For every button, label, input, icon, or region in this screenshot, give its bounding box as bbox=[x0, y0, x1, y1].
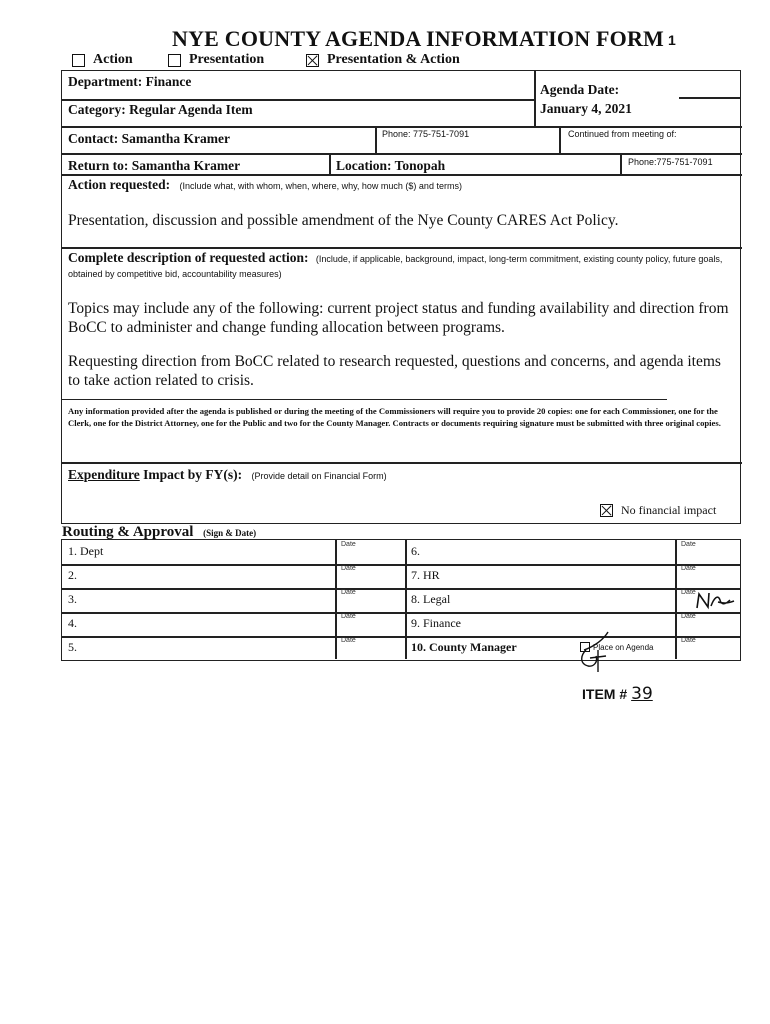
date-label: Date bbox=[681, 613, 696, 620]
routing-finance: 9. Finance bbox=[411, 616, 461, 630]
routing-county-manager: 10. County Manager bbox=[411, 640, 517, 654]
routing-legal: 8. Legal bbox=[411, 592, 451, 606]
date-label: Date bbox=[341, 541, 356, 548]
expenditure-label-rest: Impact by FY(s): bbox=[139, 467, 243, 482]
no-financial-impact[interactable] bbox=[600, 503, 716, 518]
county-manager-initials-signature bbox=[572, 628, 632, 676]
place-on-agenda-label: Place on Agenda bbox=[593, 642, 654, 652]
date-label: Date bbox=[341, 613, 356, 620]
option-presentation[interactable] bbox=[168, 52, 264, 68]
routing-row-1 bbox=[62, 540, 740, 564]
date-label: Date bbox=[341, 589, 356, 596]
location-phone: Phone:775-751-7091 bbox=[628, 157, 713, 167]
department-field: Department: Finance bbox=[68, 74, 192, 89]
routing-hint: (Sign & Date) bbox=[203, 528, 257, 538]
category-field: Category: Regular Agenda Item bbox=[68, 102, 253, 117]
return-to-field: Return to: Samantha Kramer bbox=[68, 158, 241, 173]
option-action-label: Action bbox=[93, 52, 133, 67]
description-hint: (Include, if applicable, background, impact, long-term commitment, existing county policy, future goals, obtained by competitive bid, accountability measures) bbox=[68, 254, 723, 279]
routing-4: 4. bbox=[68, 616, 77, 630]
expenditure-label-underlined: Expenditure bbox=[68, 467, 140, 482]
item-number-stamp bbox=[582, 684, 667, 704]
form-header bbox=[60, 26, 740, 52]
option-action[interactable] bbox=[72, 52, 133, 68]
no-financial-impact-label: No financial impact bbox=[621, 503, 717, 517]
expenditure-section bbox=[68, 467, 387, 483]
date-label: Date bbox=[681, 589, 696, 596]
description-label: Complete description of requested action: bbox=[68, 250, 309, 265]
legal-initials-signature bbox=[694, 588, 738, 612]
routing-6: 6. bbox=[411, 544, 420, 558]
checkbox-no-financial-impact-checked[interactable] bbox=[600, 504, 613, 517]
page-number: 1 bbox=[668, 32, 676, 48]
action-requested-text: Presentation, discussion and possible amendment of the Nye County CARES Act Policy. bbox=[68, 212, 619, 229]
routing-row-5 bbox=[62, 636, 740, 660]
routing-row-4 bbox=[62, 612, 740, 636]
continued-from-meeting: Continued from meeting of: bbox=[568, 129, 677, 139]
date-label: Date bbox=[341, 565, 356, 572]
routing-3: 3. bbox=[68, 592, 77, 606]
action-type-options bbox=[72, 52, 572, 70]
date-label: Date bbox=[341, 637, 356, 644]
date-label: Date bbox=[681, 541, 696, 548]
routing-2: 2. bbox=[68, 568, 77, 582]
description-paragraph-2: Requesting direction from BoCC related to research requested, questions and concerns, and agenda items to take action related to crisis. bbox=[68, 353, 721, 389]
expenditure-hint: (Provide detail on Financial Form) bbox=[251, 471, 387, 481]
checkbox-presentation[interactable] bbox=[168, 54, 181, 67]
location-field: Location: Tonopah bbox=[336, 158, 446, 173]
form-title: NYE COUNTY AGENDA INFORMATION FORM bbox=[172, 26, 665, 51]
date-label: Date bbox=[681, 637, 696, 644]
copies-notice: Any information provided after the agenda is published or during the meeting of the Commissioners will require you to provide 20 copies: one for each Commissioner, one for the Clerk, one for the District Attorney, one for the Public and two for the County Manager. Contracts or documents requiring signature must be submitted with three original copies. bbox=[68, 406, 721, 428]
option-presentation-label: Presentation bbox=[189, 52, 265, 67]
description-paragraph-1: Topics may include any of the following: current project status and funding availability and direction from BoCC to administer and change funding allocation between programs. bbox=[68, 300, 729, 336]
routing-dept: 1. Dept bbox=[68, 544, 104, 558]
option-presentation-action[interactable] bbox=[306, 52, 460, 68]
agenda-date-value: January 4, 2021 bbox=[540, 101, 632, 116]
agenda-date-label: Agenda Date: bbox=[540, 82, 620, 97]
routing-5: 5. bbox=[68, 640, 77, 654]
item-number-value: 39 bbox=[631, 684, 653, 704]
description-section bbox=[68, 251, 733, 281]
routing-row-3 bbox=[62, 588, 740, 612]
routing-title-text: Routing & Approval bbox=[62, 524, 194, 540]
contact-phone: Phone: 775-751-7091 bbox=[382, 129, 470, 139]
checkbox-presentation-action-checked[interactable] bbox=[306, 54, 319, 67]
routing-hr: 7. HR bbox=[411, 568, 440, 582]
routing-row-2 bbox=[62, 564, 740, 588]
contact-field: Contact: Samantha Kramer bbox=[68, 131, 230, 146]
agenda-form-body bbox=[61, 70, 741, 524]
date-label: Date bbox=[681, 565, 696, 572]
item-number-label: ITEM # bbox=[582, 686, 628, 702]
option-presentation-action-label: Presentation & Action bbox=[327, 52, 460, 67]
routing-table bbox=[61, 539, 741, 661]
action-requested-section bbox=[68, 177, 462, 193]
action-requested-label: Action requested: bbox=[68, 177, 171, 192]
action-requested-hint: (Include what, with whom, when, where, why, how much ($) and terms) bbox=[179, 181, 462, 191]
checkbox-action[interactable] bbox=[72, 54, 85, 67]
